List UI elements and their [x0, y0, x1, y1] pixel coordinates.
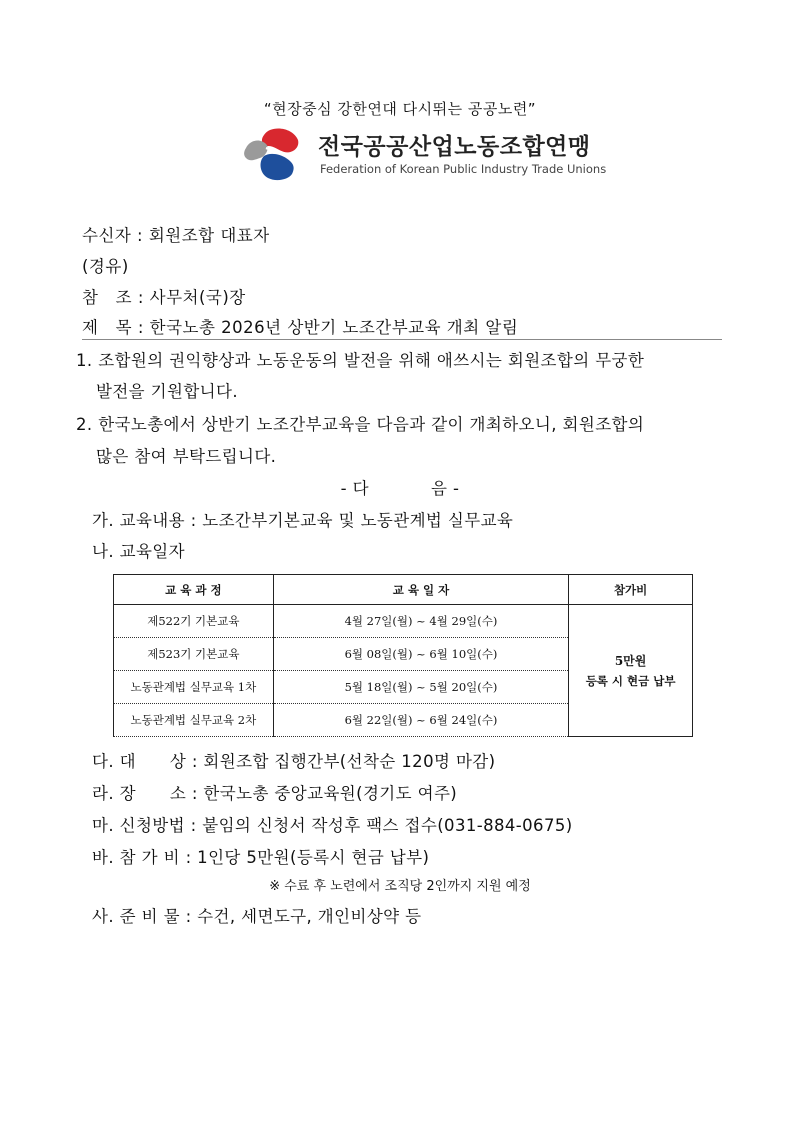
item-target: 다. 대 상 : 회원조합 집행간부(선착순 120명 마감) — [92, 752, 496, 771]
support-note: ※ 수료 후 노련에서 조직당 2인까지 지원 예정 — [269, 879, 531, 894]
dates-cell: 6월 22일(월) ~ 6월 24일(수) — [273, 704, 568, 737]
recipient-line: 수신자 : 회원조합 대표자 — [82, 226, 270, 245]
paragraph-1-line-2: 발전을 기원합니다. — [96, 382, 239, 401]
course-cell: 노동관계법 실무교육 2차 — [114, 704, 274, 737]
course-cell: 제522기 기본교육 — [114, 605, 274, 638]
table-header-row — [114, 575, 693, 605]
item-application: 마. 신청방법 : 붙임의 신청서 작성후 팩스 접수(031-884-0675) — [92, 816, 573, 835]
dates-cell: 4월 27일(월) ~ 4월 29일(수) — [273, 605, 568, 638]
table-row — [114, 605, 693, 638]
paragraph-2-line-1: 2. 한국노총에서 상반기 노조간부교육을 다음과 같이 개최하오니, 회원조합의 — [76, 415, 645, 434]
schedule-table — [113, 574, 693, 737]
item-location: 라. 장 소 : 한국노총 중앙교육원(경기도 여주) — [92, 784, 458, 803]
org-name-english: Federation of Korean Public Industry Trade Unions — [320, 162, 607, 176]
dates-cell: 6월 08일(월) ~ 6월 10일(수) — [273, 638, 568, 671]
logo-blue-shape — [261, 154, 294, 180]
slogan: “현장중심 강한연대 다시뛰는 공공노련” — [263, 100, 537, 118]
paragraph-1-line-1: 1. 조합원의 권익향상과 노동운동의 발전을 위해 애쓰시는 회원조합의 무궁한 — [76, 351, 645, 370]
via-line: (경유) — [82, 257, 129, 276]
course-cell: 제523기 기본교육 — [114, 638, 274, 671]
item-fee: 바. 참 가 비 : 1인당 5만원(등록시 현금 납부) — [92, 848, 430, 867]
reference-line: 참 조 : 사무처(국)장 — [82, 288, 246, 307]
fee-note: 등록 시 현금 납부 — [585, 674, 676, 688]
item-education-content: 가. 교육내용 : 노조간부기본교육 및 노동관계법 실무교육 — [92, 511, 514, 530]
subject-line: 제 목 : 한국노총 2026년 상반기 노조간부교육 개최 알림 — [82, 318, 519, 337]
dates-cell: 5월 18일(월) ~ 5월 20일(수) — [273, 671, 568, 704]
union-logo — [240, 126, 304, 182]
header-dates: 교 육 일 자 — [273, 575, 568, 605]
header-fee: 참가비 — [569, 575, 693, 605]
org-name-korean: 전국공공산업노동조합연맹 — [318, 134, 591, 160]
paragraph-2-line-2: 많은 참여 부탁드립니다. — [96, 447, 277, 466]
fee-amount: 5만원 — [614, 654, 647, 668]
course-cell: 노동관계법 실무교육 1차 — [114, 671, 274, 704]
header-divider — [82, 339, 722, 340]
section-divider: - 다 음 - — [340, 479, 460, 498]
header-course: 교 육 과 정 — [114, 575, 274, 605]
item-education-dates: 나. 교육일자 — [92, 542, 185, 561]
fee-cell — [569, 605, 693, 737]
item-supplies: 사. 준 비 물 : 수건, 세면도구, 개인비상약 등 — [92, 907, 422, 926]
